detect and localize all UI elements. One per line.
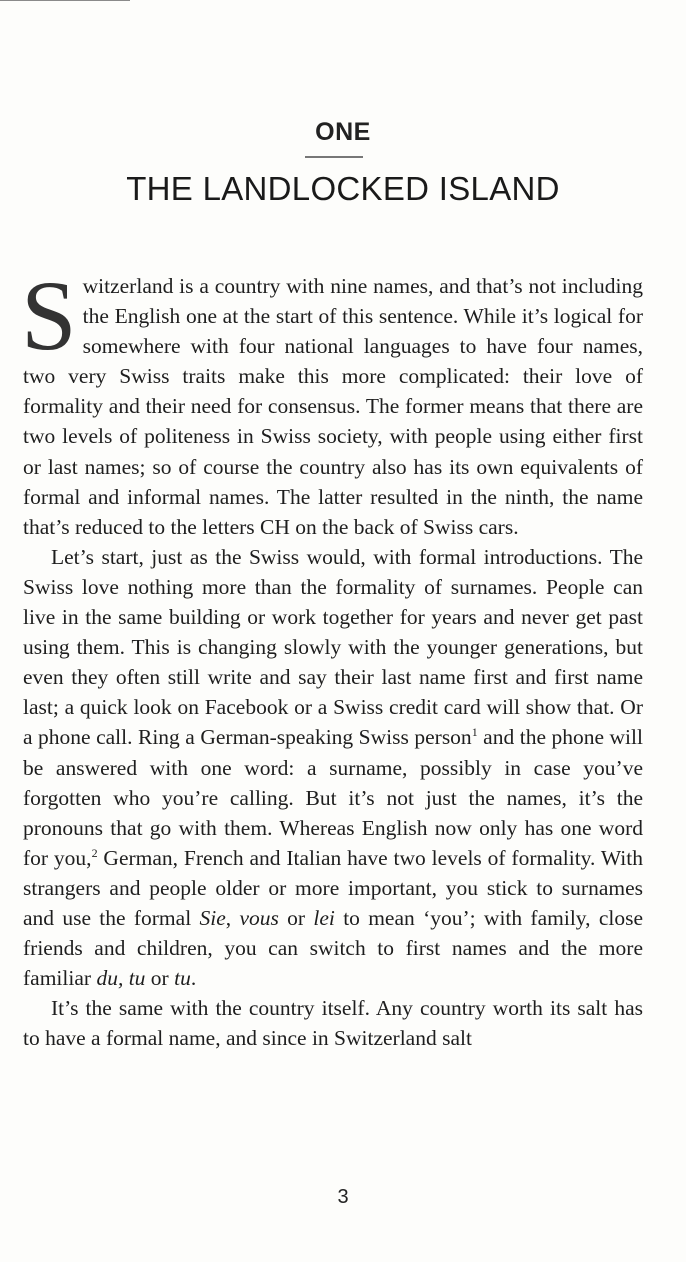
informal-pronoun-italian: tu [174, 966, 191, 991]
drop-cap: S [21, 260, 77, 371]
page-number: 3 [337, 1186, 349, 1208]
paragraph-2-text-b: and the phone will be answered with one word: a surname, possibly in case you’ve forgotten who you’re calling. But it’s not just the names, it’s the pronouns that go with them. Whereas English now only has one word for you, [23, 725, 643, 870]
footnote-marker-2[interactable]: 2 [91, 845, 98, 860]
paragraph-2-end: . [190, 966, 197, 991]
formal-pronoun-italian: lei [313, 905, 335, 930]
paragraph-3-text: It’s the same with the country itself. Any country worth its salt has to have a formal name, and since in Switzerland salt [23, 996, 643, 1051]
paragraph-1-text: witzerland is a country with nine names, and that’s not including the English one at the start of this sentence. While it’s logical for somewhere with four national languages to have four names, two very Swiss traits make this more complicated: their love of formality and their need for consensus. The former means that there are two levels of politeness in Swiss society, with people using either first or last names; so of course the country also has its own equivalents of formal and informal names. The latter resulted in the ninth, the name that’s reduced to the letters CH on the back of Swiss cars. [23, 274, 643, 539]
paragraph-3 [23, 993, 643, 1053]
formal-pronoun-french: vous [239, 905, 279, 930]
separator: or [145, 966, 175, 991]
paragraph-2 [23, 542, 643, 993]
informal-pronoun-german-french: du, tu [96, 966, 146, 991]
paragraph-2-text-d: to mean ‘you’; with family, close friends and children, you can switch to first names and the more familiar [23, 905, 644, 991]
separator: or [278, 905, 314, 930]
formal-pronoun-german: Sie [199, 905, 226, 930]
separator: , [225, 905, 240, 930]
paragraph-2-text-a: Let’s start, just as the Swiss would, with formal introductions. The Swiss love nothing more than the formality of surnames. People can live in the same building or work together for years and never get past using them. This is changing slowly with the younger generations, but even they often still write and say their last name first and first name last; a quick look on Facebook or a Swiss credit card will show that. Or a phone call. Ring a German-speaking Swiss person [23, 544, 643, 750]
chapter-number: ONE [315, 118, 371, 146]
paragraph-2-text-c: German, French and Italian have two levels of formality. With strangers and people older or more important, you stick to surnames and use the formal [23, 845, 643, 930]
top-edge-rule [0, 0, 130, 1]
chapter-divider [305, 156, 363, 158]
footnote-marker-1[interactable]: 1 [471, 725, 478, 740]
chapter-title: THE LANDLOCKED ISLAND [126, 170, 560, 207]
body-text [21, 260, 644, 1053]
paragraph-1 [21, 260, 643, 542]
